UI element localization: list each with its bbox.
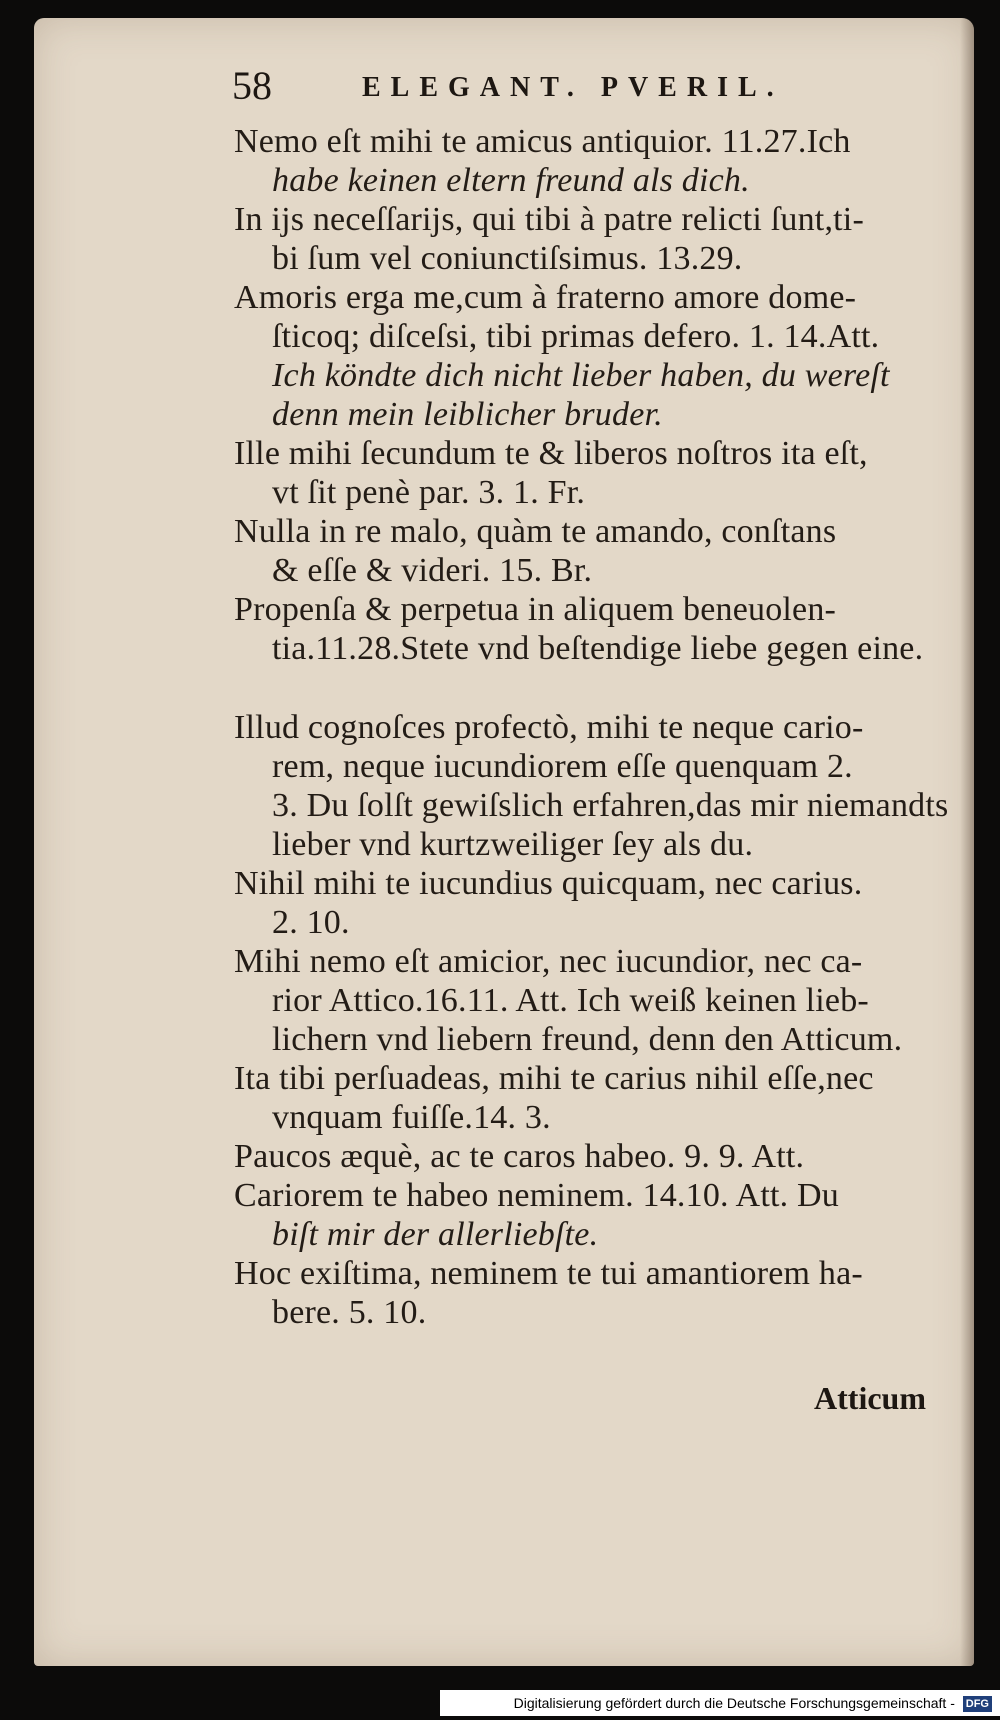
text-line: Hoc exiſtima, neminem te tui amantiorem ha- bbox=[234, 1255, 863, 1292]
phrase-entry bbox=[34, 590, 974, 668]
text-line: vt ſit penè par. 3. 1. Fr. bbox=[272, 474, 586, 511]
text-line: bi ſum vel coniunctiſsimus. 13.29. bbox=[272, 240, 743, 277]
text-line: ſticoq; diſceſsi, tibi primas defero. 1. 14.Att. bbox=[272, 318, 880, 355]
text-line: Nihil mihi te iucundius quicquam, nec carius. bbox=[234, 865, 863, 902]
text-line: biſt mir der allerliebſte. bbox=[272, 1216, 599, 1253]
text-line: bere. 5. 10. bbox=[272, 1294, 427, 1331]
phrase-entry bbox=[34, 942, 974, 1059]
phrase-entry bbox=[34, 708, 974, 864]
text-line: Illud cognoſces profectò, mihi te neque cario- bbox=[234, 709, 864, 746]
digitization-footer bbox=[440, 1690, 1000, 1716]
dfg-logo-icon: DFG bbox=[963, 1696, 992, 1712]
text-line: In ijs neceſſarijs, qui tibi à patre relicti ſunt,ti- bbox=[234, 201, 864, 238]
text-line: rem, neque iucundiorem eſſe quenquam 2. bbox=[272, 748, 853, 785]
text-line: Nemo eſt mihi te amicus antiquior. 11.27.Ich bbox=[234, 123, 851, 160]
text-line: & eſſe & videri. 15. Br. bbox=[272, 552, 593, 589]
phrase-entry bbox=[34, 278, 974, 434]
phrase-entry bbox=[34, 434, 974, 512]
text-line: Ich köndte dich nicht lieber haben, du wereſt bbox=[272, 357, 890, 394]
phrase-entry bbox=[34, 1254, 974, 1332]
text-line: Nulla in re malo, quàm te amando, conſtans bbox=[234, 513, 837, 550]
text-line: rior Attico.16.11. Att. Ich weiß keinen lieb- bbox=[272, 982, 869, 1019]
text-line: Ita tibi perſuadeas, mihi te carius nihil eſſe,nec bbox=[234, 1060, 874, 1097]
phrase-entry bbox=[34, 864, 974, 942]
text-line: tia.11.28.Stete vnd beſtendige liebe gegen eine. bbox=[272, 630, 924, 667]
text-line: 3. Du ſolſt gewiſslich erfahren,das mir niemandts bbox=[272, 787, 949, 824]
text-line: vnquam fuiſſe.14. 3. bbox=[272, 1099, 551, 1136]
phrase-entry bbox=[34, 512, 974, 590]
text-line: Mihi nemo eſt amicior, nec iucundior, nec ca- bbox=[234, 943, 863, 980]
phrase-entry bbox=[34, 1137, 974, 1176]
phrase-entry bbox=[34, 122, 974, 200]
text-line: habe keinen eltern freund als dich. bbox=[272, 162, 750, 199]
footer-text: Digitalisierung gefördert durch die Deutsche Forschungsgemeinschaft - bbox=[513, 1695, 955, 1711]
text-line: Ille mihi ſecundum te & liberos noſtros ita eſt, bbox=[234, 435, 868, 472]
text-line: Propenſa & perpetua in aliquem beneuolen- bbox=[234, 591, 837, 628]
phrase-entry bbox=[34, 1059, 974, 1137]
phrase-entry bbox=[34, 200, 974, 278]
text-body bbox=[34, 122, 974, 1332]
text-line: denn mein leiblicher bruder. bbox=[272, 396, 663, 433]
phrase-entry bbox=[34, 1176, 974, 1254]
text-line: Paucos æquè, ac te caros habeo. 9. 9. Att. bbox=[234, 1138, 805, 1175]
page-number: 58 bbox=[232, 63, 272, 108]
page-header bbox=[232, 60, 974, 116]
running-title: ELEGANT. PVERIL. bbox=[362, 72, 784, 103]
text-line: 2. 10. bbox=[272, 904, 350, 941]
catchword: Atticum bbox=[814, 1380, 926, 1416]
text-line: Amoris erga me,cum à fraterno amore dome- bbox=[234, 279, 857, 316]
text-line: lichern vnd liebern freund, denn den Atticum. bbox=[272, 1021, 903, 1058]
book-page bbox=[34, 18, 974, 1666]
text-line: Cariorem te habeo neminem. 14.10. Att. Du bbox=[234, 1177, 839, 1214]
text-line: lieber vnd kurtzweiliger ſey als du. bbox=[272, 826, 754, 863]
paragraph-gap bbox=[34, 668, 974, 708]
